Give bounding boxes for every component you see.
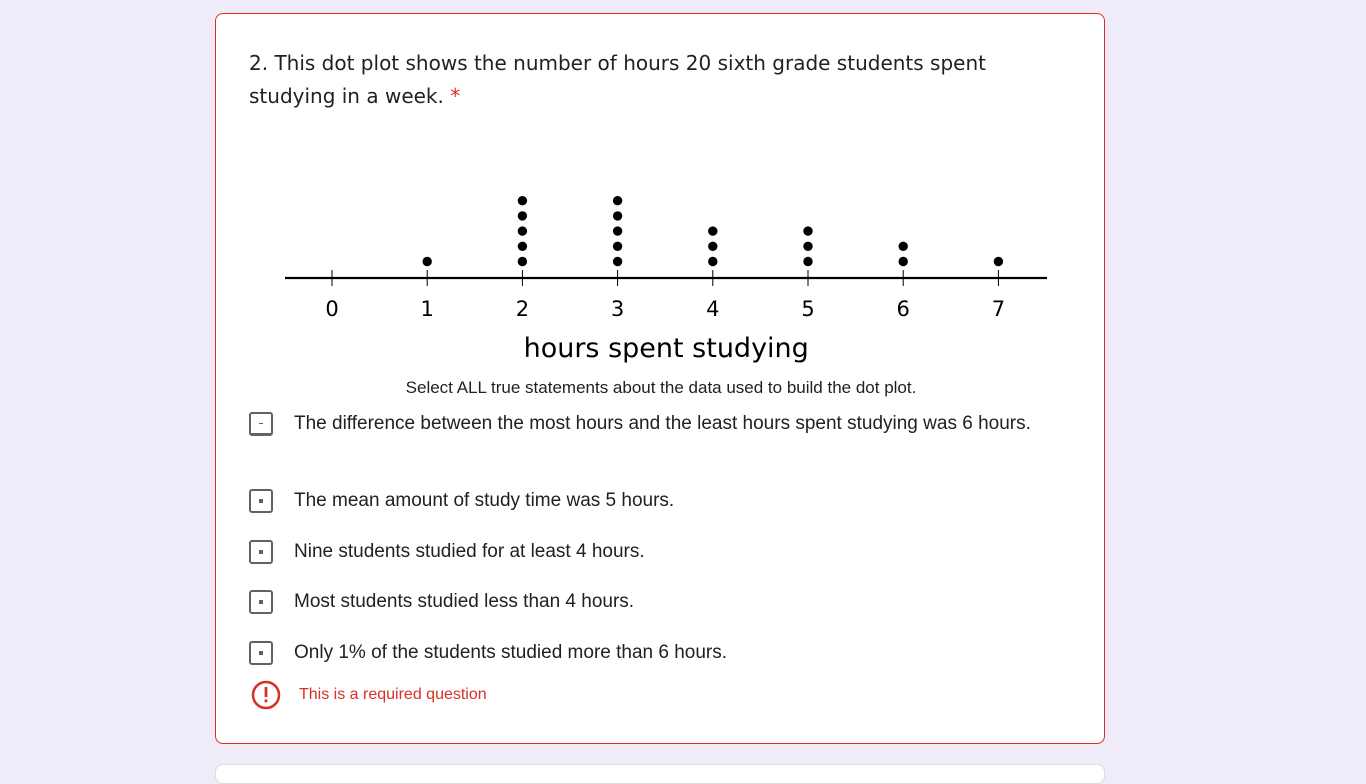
- x-tick-label: 7: [991, 297, 1006, 321]
- option-1[interactable]: [249, 487, 1049, 514]
- data-dot: [613, 257, 622, 266]
- checkbox[interactable]: [249, 590, 273, 614]
- data-dot: [803, 242, 812, 251]
- checkbox[interactable]: [249, 641, 273, 665]
- checkbox-focus-mark: [259, 499, 263, 503]
- data-dot: [613, 242, 622, 251]
- x-axis-label: hours spent studying: [523, 333, 809, 364]
- data-dot: [613, 226, 622, 235]
- question-number: 2.: [249, 51, 269, 75]
- x-tick-label: 6: [896, 297, 910, 321]
- error-icon: [251, 680, 281, 710]
- checkbox-focus-mark: [259, 651, 263, 655]
- data-dot: [803, 257, 812, 266]
- x-tick-label: 2: [515, 297, 530, 321]
- error-message: This is a required question: [299, 686, 487, 703]
- data-dot: [803, 226, 812, 235]
- checkbox[interactable]: [249, 412, 273, 436]
- checkbox-focus-mark: [259, 550, 263, 554]
- option-2[interactable]: [249, 538, 1049, 565]
- checkbox[interactable]: [249, 489, 273, 513]
- data-dot: [423, 257, 432, 266]
- question-body: This dot plot shows the number of hours 20 sixth grade students spent studying in a week.: [249, 51, 986, 108]
- x-tick-label: 5: [801, 297, 815, 321]
- x-tick-label: 0: [325, 297, 339, 321]
- data-dot: [518, 211, 527, 220]
- next-question-card: [215, 764, 1105, 784]
- instructions: Select ALL true statements about the data used to build the dot plot.: [405, 378, 917, 397]
- dot-plot: [271, 174, 1051, 374]
- x-tick-label: 4: [706, 297, 720, 321]
- option-4[interactable]: [249, 639, 1049, 666]
- data-dot: [708, 226, 717, 235]
- option-0[interactable]: [249, 410, 1049, 437]
- checkbox-focus-mark: [259, 600, 263, 604]
- required-error: [251, 680, 487, 710]
- option-label: Most students studied less than 4 hours.: [294, 591, 635, 612]
- checkbox[interactable]: [249, 540, 273, 564]
- data-dot: [518, 257, 527, 266]
- option-label: Nine students studied for at least 4 hours.: [294, 541, 645, 562]
- option-label: The difference between the most hours and the least hours spent studying was 6 hours.: [294, 413, 1031, 434]
- option-label: The mean amount of study time was 5 hours.: [294, 490, 675, 511]
- data-dot: [899, 257, 908, 266]
- data-dot: [518, 226, 527, 235]
- x-tick-label: 3: [610, 297, 625, 321]
- x-tick-label: 1: [420, 297, 434, 321]
- question-text: [249, 47, 1039, 113]
- required-marker: *: [450, 84, 461, 108]
- data-dot: [613, 196, 622, 205]
- data-dot: [899, 242, 908, 251]
- option-label: Only 1% of the students studied more than 6 hours.: [294, 642, 728, 663]
- data-dot: [708, 257, 717, 266]
- data-dot: [708, 242, 717, 251]
- question-card: [215, 13, 1105, 744]
- data-dot: [994, 257, 1003, 266]
- checkbox-focus-mark: [259, 423, 263, 424]
- option-3[interactable]: [249, 588, 1049, 615]
- data-dot: [613, 211, 622, 220]
- data-dot: [518, 242, 527, 251]
- data-dot: [518, 196, 527, 205]
